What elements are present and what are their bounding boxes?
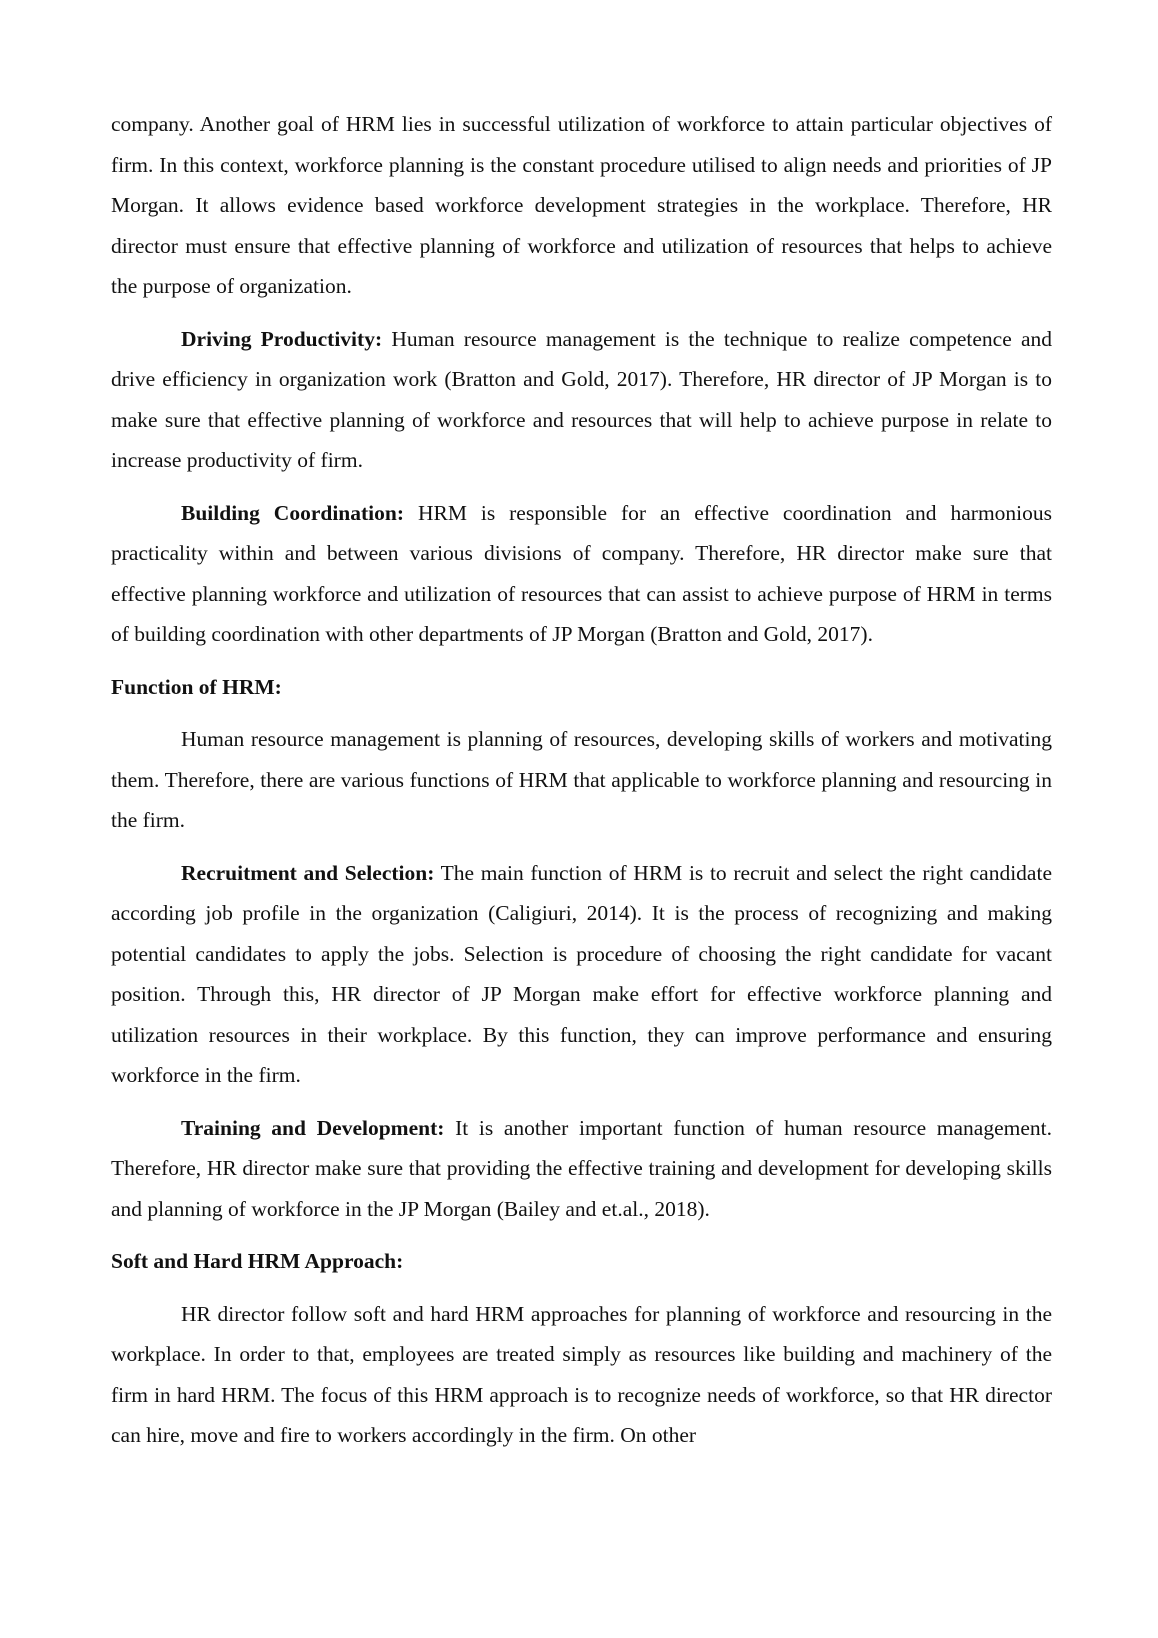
paragraph-hrm-goals	[111, 104, 1052, 307]
paragraph-text: The main function of HRM is to recruit and select the right candidate according job profile in the organization (Caligiuri, 2014). It is the process of recognizing and making potential candidates to apply the jobs. Selection is procedure of choosing the right candidate for vacant position. Through this, HR director of JP Morgan make effort for effective workforce planning and utilization resources in their workplace. By this function, they can improve performance and ensuring workforce in the firm.	[111, 860, 1052, 1087]
paragraph-training-development	[111, 1108, 1052, 1230]
paragraph-building-coordination	[111, 493, 1052, 655]
paragraph-text: Human resource management is the technique to realize competence and drive efficiency in organization work (Bratton and Gold, 2017). Therefore, HR director of JP Morgan is to make sure that effective planning of workforce and resources that will help to achieve purpose in relate to increase productivity of firm.	[111, 326, 1052, 472]
paragraph-text: HR director follow soft and hard HRM approaches for planning of workforce and resourcing in the workplace. In order to that, employees are treated simply as resources like building and machinery of the firm in hard HRM. The focus of this HRM approach is to recognize needs of workforce, so that HR director can hire, move and fire to workers accordingly in the firm. On other	[111, 1301, 1052, 1447]
paragraph-recruitment-selection	[111, 853, 1052, 1096]
term-training-development: Training and Development:	[181, 1115, 445, 1140]
heading-soft-hard-hrm: Soft and Hard HRM Approach:	[111, 1249, 404, 1273]
term-recruitment-selection: Recruitment and Selection:	[181, 860, 435, 885]
paragraph-soft-hard-approach	[111, 1294, 1052, 1456]
heading-function-of-hrm: Function of HRM:	[111, 674, 282, 699]
paragraph-text: Human resource management is planning of resources, developing skills of workers and motivating them. Therefore, there are various functions of HRM that applicable to workforce planning and resourcing in the firm.	[111, 727, 1052, 832]
document-page	[111, 104, 1052, 1468]
paragraph-hrm-intro	[111, 719, 1052, 841]
paragraph-text: HRM is responsible for an effective coordination and harmonious practicality within and between various divisions of company. Therefore, HR director make sure that effective planning workforce and utilization of resources that can assist to achieve purpose of HRM in terms of building coordination with other departments of JP Morgan (Bratton and Gold, 2017).	[111, 500, 1053, 646]
paragraph-text: It is another important function of human resource management. Therefore, HR director make sure that providing the effective training and development for developing skills and planning of workforce in the JP Morgan (Bailey and et.al., 2018).	[111, 1115, 1052, 1221]
paragraph-text: company. Another goal of HRM lies in successful utilization of workforce to attain particular objectives of firm. In this context, workforce planning is the constant procedure utilised to align needs and priorities of JP Morgan. It allows evidence based workforce development strategies in the workplace. Therefore, HR director must ensure that effective planning of workforce and utilization of resources that helps to achieve the purpose of organization.	[111, 112, 1052, 298]
term-driving-productivity: Driving Productivity:	[181, 326, 383, 351]
paragraph-driving-productivity	[111, 319, 1052, 481]
term-building-coordination: Building Coordination:	[181, 500, 405, 525]
